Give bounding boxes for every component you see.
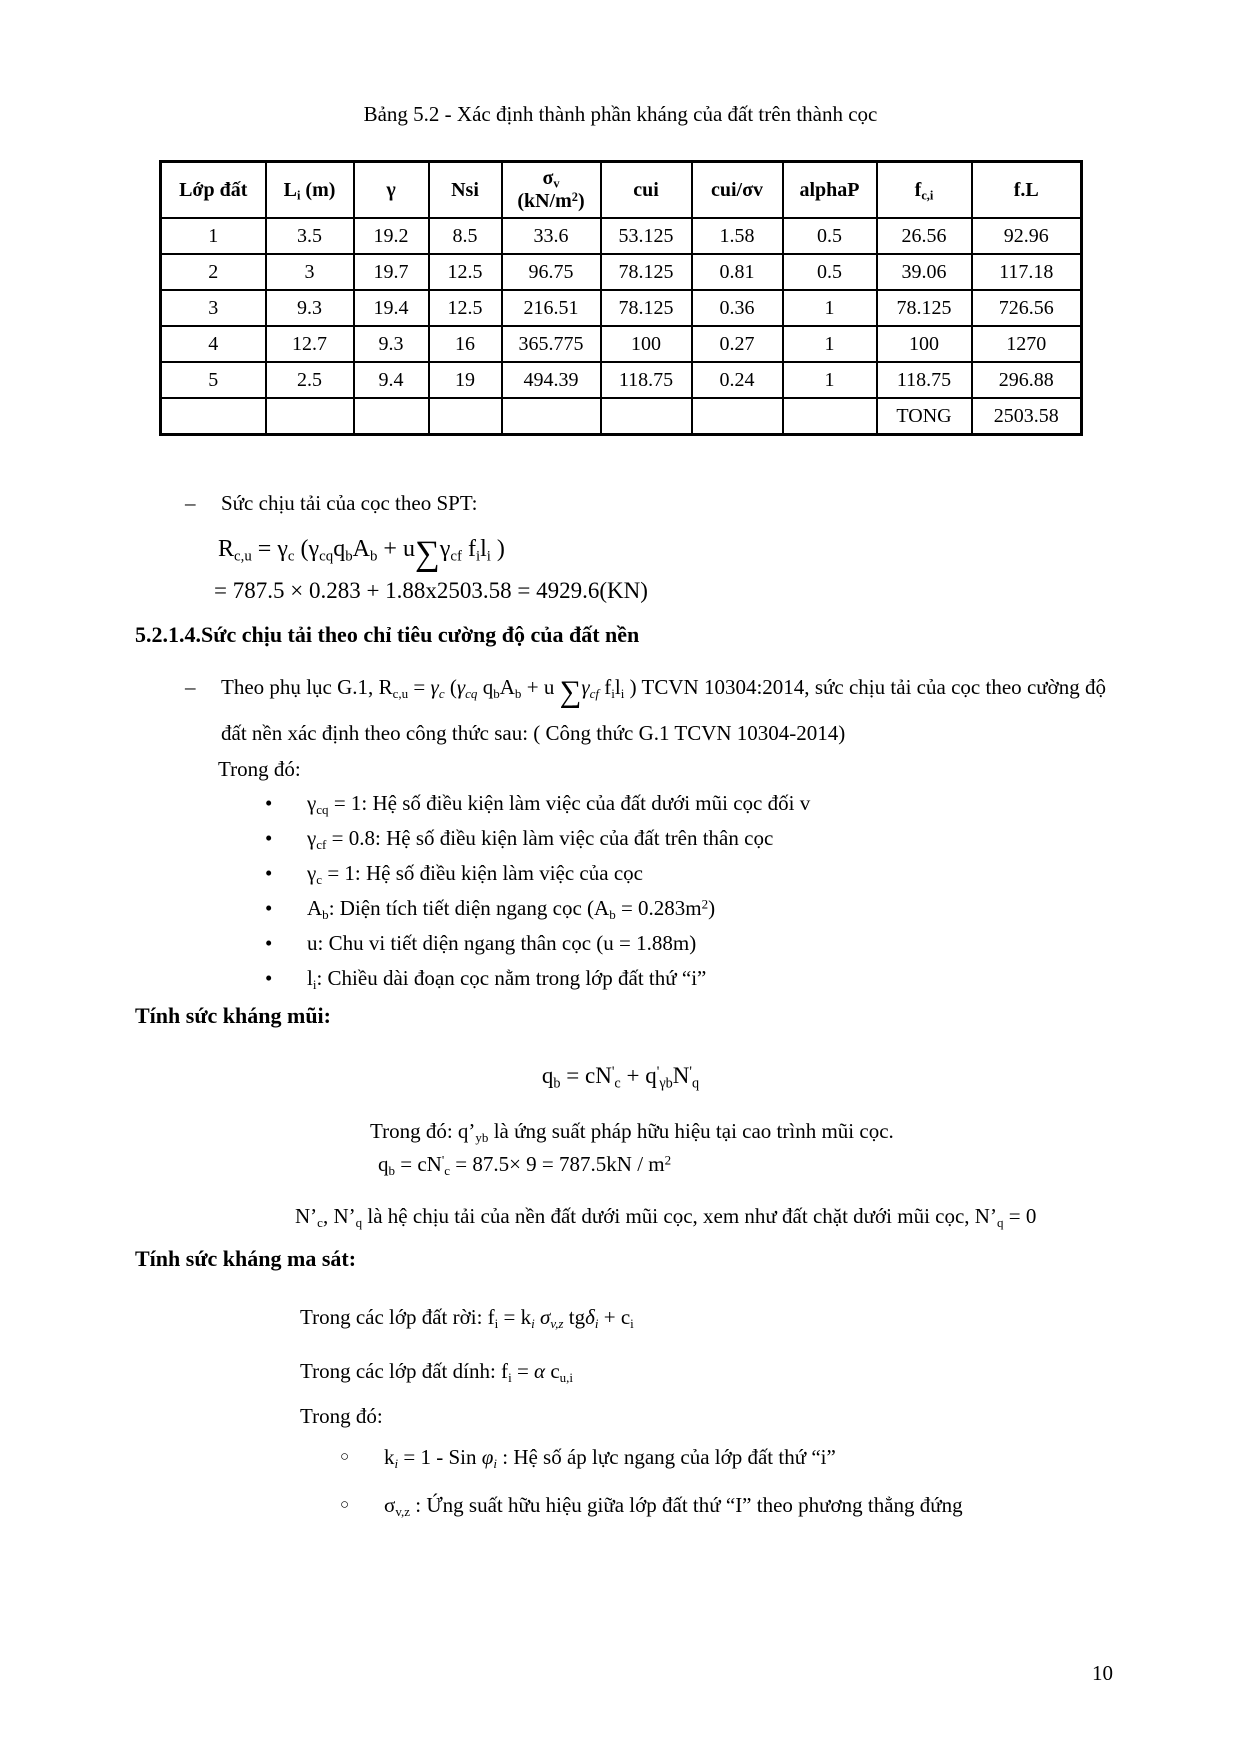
friction-cohesionless-line: Trong các lớp đất rời: $f_i = k_i$ $\sigma_{v,z}$ $tg\delta_i + c_i$ — [300, 1305, 634, 1331]
bullet-icon: • — [265, 966, 273, 990]
table-cell: 12.5 — [429, 254, 502, 290]
friction-definitions-label: Trong đó: — [300, 1404, 383, 1428]
table-cell: 1 — [783, 362, 877, 398]
bullet-icon: • — [265, 861, 273, 885]
table-cell: 19.7 — [354, 254, 429, 290]
definition-item — [265, 821, 1241, 856]
section-heading: 5.2.1.4.Sức chịu tải theo chỉ tiêu cường độ của đất nền — [135, 622, 640, 647]
table-cell: 53.125 — [601, 218, 692, 254]
definition-list — [0, 786, 1241, 996]
table-row — [161, 326, 1082, 362]
table-cell: 12.5 — [429, 290, 502, 326]
table-cell: 26.56 — [877, 218, 972, 254]
table-row — [161, 254, 1082, 290]
table-cell: 19 — [429, 362, 502, 398]
table-cell: 16 — [429, 326, 502, 362]
table-cell: 78.125 — [601, 290, 692, 326]
table-row — [161, 362, 1082, 398]
friction-definition-text: $\sigma_{v,z}$ : Ứng suất hữu hiệu giữa lớp đất thứ “I” theo phương thẳng đứng — [384, 1493, 963, 1519]
table-cell: 118.75 — [601, 362, 692, 398]
method-paragraph-text: Theo phụ lục G.1, $R_{c,u} = \gamma_c$ ($\gamma_{cq}$ $q_bA_b + u$ $\sum\gamma_{cf}$ $f_il_i$ ) TCVN 10304:2014, sức chịu tải của cọc theo cường độ đất nền xác định theo công thức sau: ( Công thức G.1 TCVN 10304-2014) — [221, 674, 1107, 745]
dash-marker: – — [185, 675, 196, 699]
table-cell — [502, 398, 601, 435]
column-header: cui/σv — [692, 162, 783, 219]
bullet-icon: • — [265, 791, 273, 815]
table-cell: 0.5 — [783, 254, 877, 290]
table-cell: 0.36 — [692, 290, 783, 326]
bullet-icon: • — [265, 826, 273, 850]
tip-resistance-heading: Tính sức kháng mũi: — [135, 1003, 331, 1028]
table-cell: 726.56 — [972, 290, 1082, 326]
table-cell: 0.81 — [692, 254, 783, 290]
table-cell: 100 — [601, 326, 692, 362]
definition-text: $l_i$: Chiều dài đoạn cọc nằm trong lớp đất thứ “i” — [307, 966, 707, 992]
bearing-factors-note: $N’_c$, $N’_q$ là hệ chịu tải của nền đất dưới mũi cọc, xem như đất chặt dưới mũi cọc, $N’_q = 0$ — [295, 1204, 1037, 1230]
column-header: Nsi — [429, 162, 502, 219]
table-cell: 216.51 — [502, 290, 601, 326]
definitions-label: Trong đó: — [218, 757, 301, 781]
table-cell: 8.5 — [429, 218, 502, 254]
friction-cohesive-line: Trong các lớp đất dính: $f_i = \alpha$ $c_{u,i}$ — [300, 1359, 574, 1385]
circle-bullet-icon: ○ — [340, 1449, 350, 1465]
table-cell: 12.7 — [266, 326, 354, 362]
table-cell: 9.3 — [266, 290, 354, 326]
table-cell: 3 — [161, 290, 266, 326]
table-cell: 4 — [161, 326, 266, 362]
table-cell: 2.5 — [266, 362, 354, 398]
column-header: alphaP — [783, 162, 877, 219]
bullet-icon: • — [265, 896, 273, 920]
table-row — [161, 290, 1082, 326]
tip-formula: $q_b = cN'_c + q'_{\gamma b}N'_q$ — [541, 1063, 700, 1092]
column-header: cui — [601, 162, 692, 219]
table-cell — [266, 398, 354, 435]
table-cell: 33.6 — [502, 218, 601, 254]
column-header: $\sigma_v$ $(kN/m^2)$ — [502, 162, 601, 219]
table-cell — [783, 398, 877, 435]
definition-text: $\gamma_{cq} = 1$: Hệ số điều kiện làm việc của đất dưới mũi cọc đối v — [307, 791, 811, 817]
circle-bullet-icon: ○ — [340, 1497, 350, 1513]
table-cell: 3.5 — [266, 218, 354, 254]
soil-resistance-table — [159, 160, 1083, 436]
table-cell: 365.775 — [502, 326, 601, 362]
definition-item — [265, 786, 1241, 821]
tip-calculation: $q_b = cN'_c = 87.5\times 9 = 787.5kN / m^2$ — [378, 1152, 672, 1178]
friction-definition-text: $k_i = 1$ - Sin $\varphi_i$ : Hệ số áp lực ngang của lớp đất thứ “i” — [384, 1445, 836, 1471]
table-cell: 2503.58 — [972, 398, 1082, 435]
spt-label: Sức chịu tải của cọc theo SPT: — [221, 491, 478, 515]
table-cell: 0.24 — [692, 362, 783, 398]
table-header-row — [161, 162, 1082, 219]
column-header: γ — [354, 162, 429, 219]
table-cell: 78.125 — [877, 290, 972, 326]
column-header: Lớp đất — [161, 162, 266, 219]
table-cell: 3 — [266, 254, 354, 290]
table-body — [161, 218, 1082, 435]
table-cell: 118.75 — [877, 362, 972, 398]
table-cell: 2 — [161, 254, 266, 290]
table-row — [161, 398, 1082, 435]
definition-item — [265, 891, 1241, 926]
table-cell: 1270 — [972, 326, 1082, 362]
dash-marker: – — [185, 491, 196, 515]
table-cell: TONG — [877, 398, 972, 435]
table-cell — [161, 398, 266, 435]
table-cell: 96.75 — [502, 254, 601, 290]
table-cell: 1.58 — [692, 218, 783, 254]
definition-item — [265, 856, 1241, 891]
definition-text: $\gamma_{cf} = 0.8$: Hệ số điều kiện làm việc của đất trên thân cọc — [307, 826, 774, 852]
bullet-icon: • — [265, 931, 273, 955]
tip-formula-note: Trong đó: $q’_{yb}$ là ứng suất pháp hữu hiệu tại cao trình mũi cọc. — [370, 1119, 894, 1145]
table-cell: 78.125 — [601, 254, 692, 290]
table-cell: 0.27 — [692, 326, 783, 362]
table-cell — [601, 398, 692, 435]
spt-item — [185, 488, 1241, 518]
table-cell: 92.96 — [972, 218, 1082, 254]
table-cell — [429, 398, 502, 435]
table-cell: 5 — [161, 362, 266, 398]
definition-text: u: Chu vi tiết diện ngang thân cọc (u = 1.88m) — [307, 931, 697, 955]
table-cell: 494.39 — [502, 362, 601, 398]
table-cell: 1 — [783, 290, 877, 326]
definition-item — [265, 926, 1241, 961]
table-cell: 19.2 — [354, 218, 429, 254]
spt-formula: $R_{c,u} = \gamma_c$ ($\gamma_{cq}q_bA_b + u\sum\gamma_{cf}$ $f_il_i$ ) — [218, 533, 505, 573]
table-cell: 0.5 — [783, 218, 877, 254]
friction-heading: Tính sức kháng ma sát: — [135, 1246, 357, 1271]
table-row — [161, 218, 1082, 254]
friction-definition-item — [340, 1489, 1241, 1521]
method-paragraph — [185, 664, 1241, 756]
table-cell: 39.06 — [877, 254, 972, 290]
definition-text: $A_b$: Diện tích tiết diện ngang cọc $(A_b = 0.283m^2)$ — [307, 896, 716, 922]
table-cell: 9.3 — [354, 326, 429, 362]
table-cell: 9.4 — [354, 362, 429, 398]
table-cell: 19.4 — [354, 290, 429, 326]
table-caption: Bảng 5.2 - Xác định thành phần kháng của đất trên thành cọc — [363, 102, 878, 126]
table-cell: 1 — [783, 326, 877, 362]
table-cell: 296.88 — [972, 362, 1082, 398]
column-header: $L_i$ (m) — [266, 162, 354, 219]
definition-text: $\gamma_c = 1$: Hệ số điều kiện làm việc của cọc — [307, 861, 643, 887]
page-number: 10 — [1092, 1661, 1113, 1685]
definition-item — [265, 961, 1241, 996]
spt-result: = 787.5 × 0.283 + 1.88x2503.58 = 4929.6(KN) — [214, 578, 648, 603]
table-cell — [354, 398, 429, 435]
column-header: $f_{c,i}$ — [877, 162, 972, 219]
column-header: f.L — [972, 162, 1082, 219]
friction-definition-item — [340, 1441, 1241, 1473]
table-cell: 1 — [161, 218, 266, 254]
table-cell: 117.18 — [972, 254, 1082, 290]
table-cell — [692, 398, 783, 435]
table-cell: 100 — [877, 326, 972, 362]
